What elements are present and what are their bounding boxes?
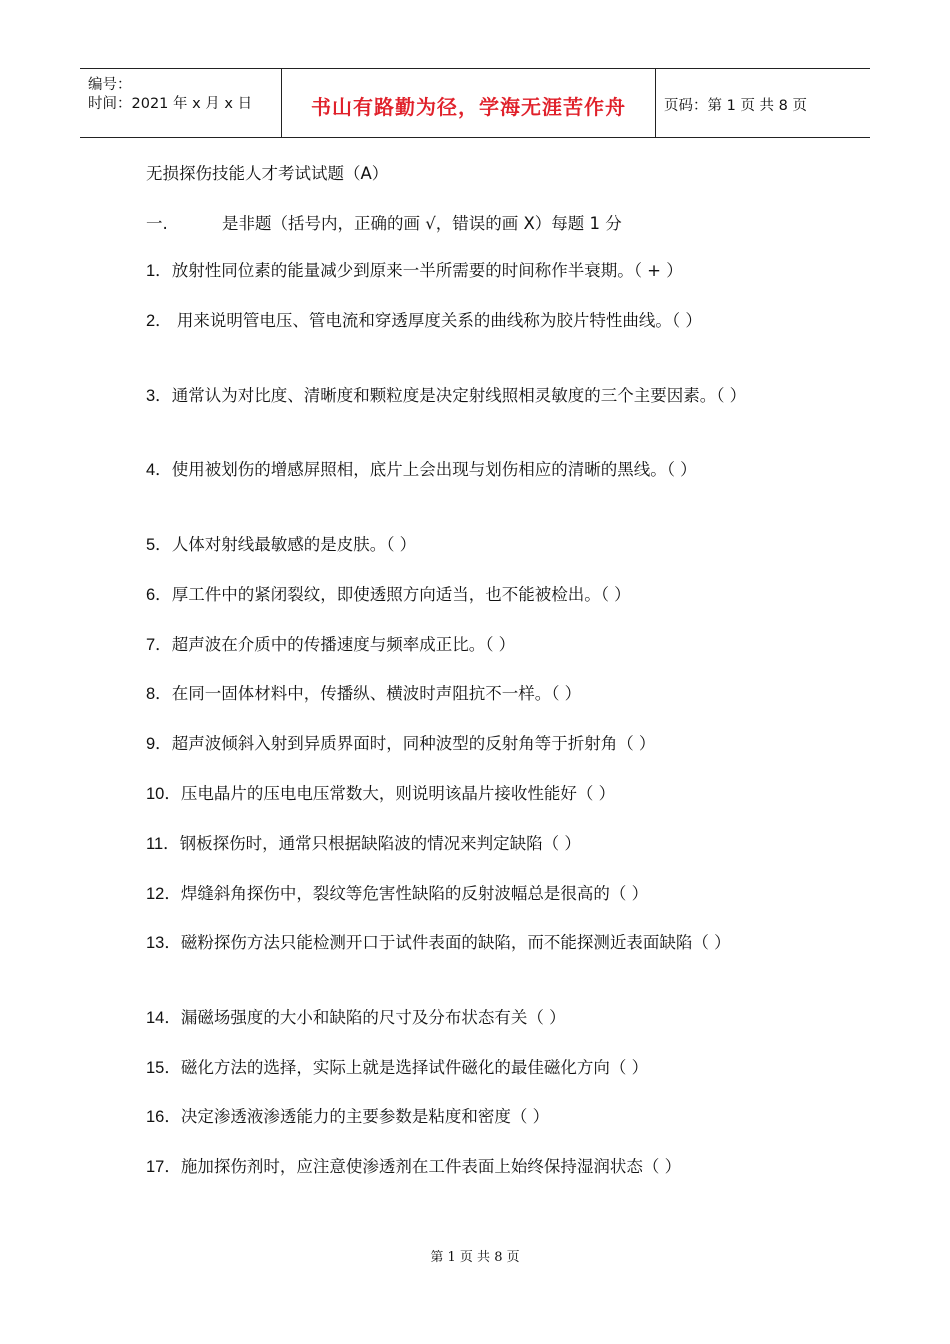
question-text: 厚工件中的紧闭裂纹，即使透照方向适当，也不能被检出。（ ） <box>171 585 631 604</box>
question-item <box>146 781 814 807</box>
question-number: 8． <box>146 685 172 703</box>
question-number: 11． <box>146 835 180 853</box>
question-item <box>146 1005 814 1031</box>
page-code: 页码：第 1 页 共 8 页 <box>664 98 807 114</box>
question-item <box>146 1154 814 1180</box>
question-text: 在同一固体材料中，传播纵、横波时声阻抗不一样。（ ） <box>171 684 582 703</box>
question-text: 超声波在介质中的传播速度与频率成正比。（ ） <box>171 635 516 654</box>
question-text: 焊缝斜角探伤中，裂纹等危害性缺陷的反射波幅总是很高的（ ） <box>180 884 649 903</box>
question-number: 9． <box>146 735 172 753</box>
question-number: 15． <box>146 1059 181 1077</box>
question-item <box>146 632 814 658</box>
question-item <box>146 681 814 707</box>
page-header <box>80 68 870 138</box>
question-text: 使用被划伤的增感屏照相，底片上会出现与划伤相应的清晰的黑线。（ ） <box>171 460 697 479</box>
question-number: 13． <box>146 934 181 952</box>
section-text: 是非题（括号内，正确的画 √，错误的画 X）每题 1 分 <box>222 214 622 233</box>
question-number: 1． <box>146 262 172 280</box>
question-item <box>146 831 814 857</box>
question-text: 压电晶片的压电电压常数大，则说明该晶片接收性能好（ ） <box>180 784 616 803</box>
date-line: 时间：2021 年 x 月 x 日 <box>88 96 253 112</box>
header-motto-cell <box>282 69 656 137</box>
question-number: 3． <box>146 387 172 405</box>
section-heading <box>146 210 622 234</box>
question-number: 6． <box>146 586 172 604</box>
exam-title: 无损探伤技能人才考试试题（A） <box>146 164 389 183</box>
question-text: 用来说明管电压、管电流和穿透厚度关系的曲线称为胶片特性曲线。（ ） <box>171 311 702 330</box>
question-text: 磁化方法的选择，实际上就是选择试件磁化的最佳磁化方向（ ） <box>180 1058 649 1077</box>
question-item <box>146 258 814 284</box>
question-text: 通常认为对比度、清晰度和颗粒度是决定射线照相灵敏度的三个主要因素。（ ） <box>171 386 747 405</box>
question-text: 决定渗透液渗透能力的主要参数是粘度和密度（ ） <box>180 1107 550 1126</box>
question-text: 漏磁场强度的大小和缺陷的尺寸及分布状态有关（ ） <box>180 1008 566 1027</box>
question-number: 7． <box>146 636 172 654</box>
question-item <box>146 308 814 334</box>
question-number: 14． <box>146 1009 181 1027</box>
question-number: 5． <box>146 536 172 554</box>
question-number: 17． <box>146 1158 181 1176</box>
question-text: 放射性同位素的能量减少到原来一半所需要的时间称作半衰期。（ + ） <box>171 261 683 280</box>
question-item <box>146 1055 814 1081</box>
question-number: 4． <box>146 461 172 479</box>
question-item <box>146 582 814 608</box>
question-item <box>146 457 814 483</box>
page-footer: 第 1 页 共 8 页 <box>430 1250 520 1265</box>
question-text: 施加探伤剂时，应注意使渗透剂在工件表面上始终保持湿润状态（ ） <box>180 1157 682 1176</box>
question-item <box>146 930 814 956</box>
header-page-cell <box>656 69 870 137</box>
question-number: 10． <box>146 785 181 803</box>
question-item <box>146 1104 814 1130</box>
question-text: 钢板探伤时，通常只根据缺陷波的情况来判定缺陷（ ） <box>179 834 581 853</box>
question-number: 12． <box>146 885 181 903</box>
question-text: 磁粉探伤方法只能检测开口于试件表面的缺陷，而不能探测近表面缺陷（ ） <box>180 933 731 952</box>
question-number: 2． <box>146 312 172 330</box>
question-item <box>146 881 814 907</box>
question-number: 16． <box>146 1108 181 1126</box>
serial-label: 编号： <box>88 77 132 93</box>
header-info-cell <box>80 69 282 137</box>
question-item <box>146 532 814 558</box>
question-text: 超声波倾斜入射到异质界面时，同种波型的反射角等于折射角（ ） <box>171 734 656 753</box>
question-item <box>146 383 814 409</box>
question-text: 人体对射线最敏感的是皮肤。（ ） <box>171 535 417 554</box>
question-item <box>146 731 814 757</box>
section-number: 一. <box>146 214 168 233</box>
motto-text: 书山有路勤为径，学海无涯苦作舟 <box>311 95 626 119</box>
